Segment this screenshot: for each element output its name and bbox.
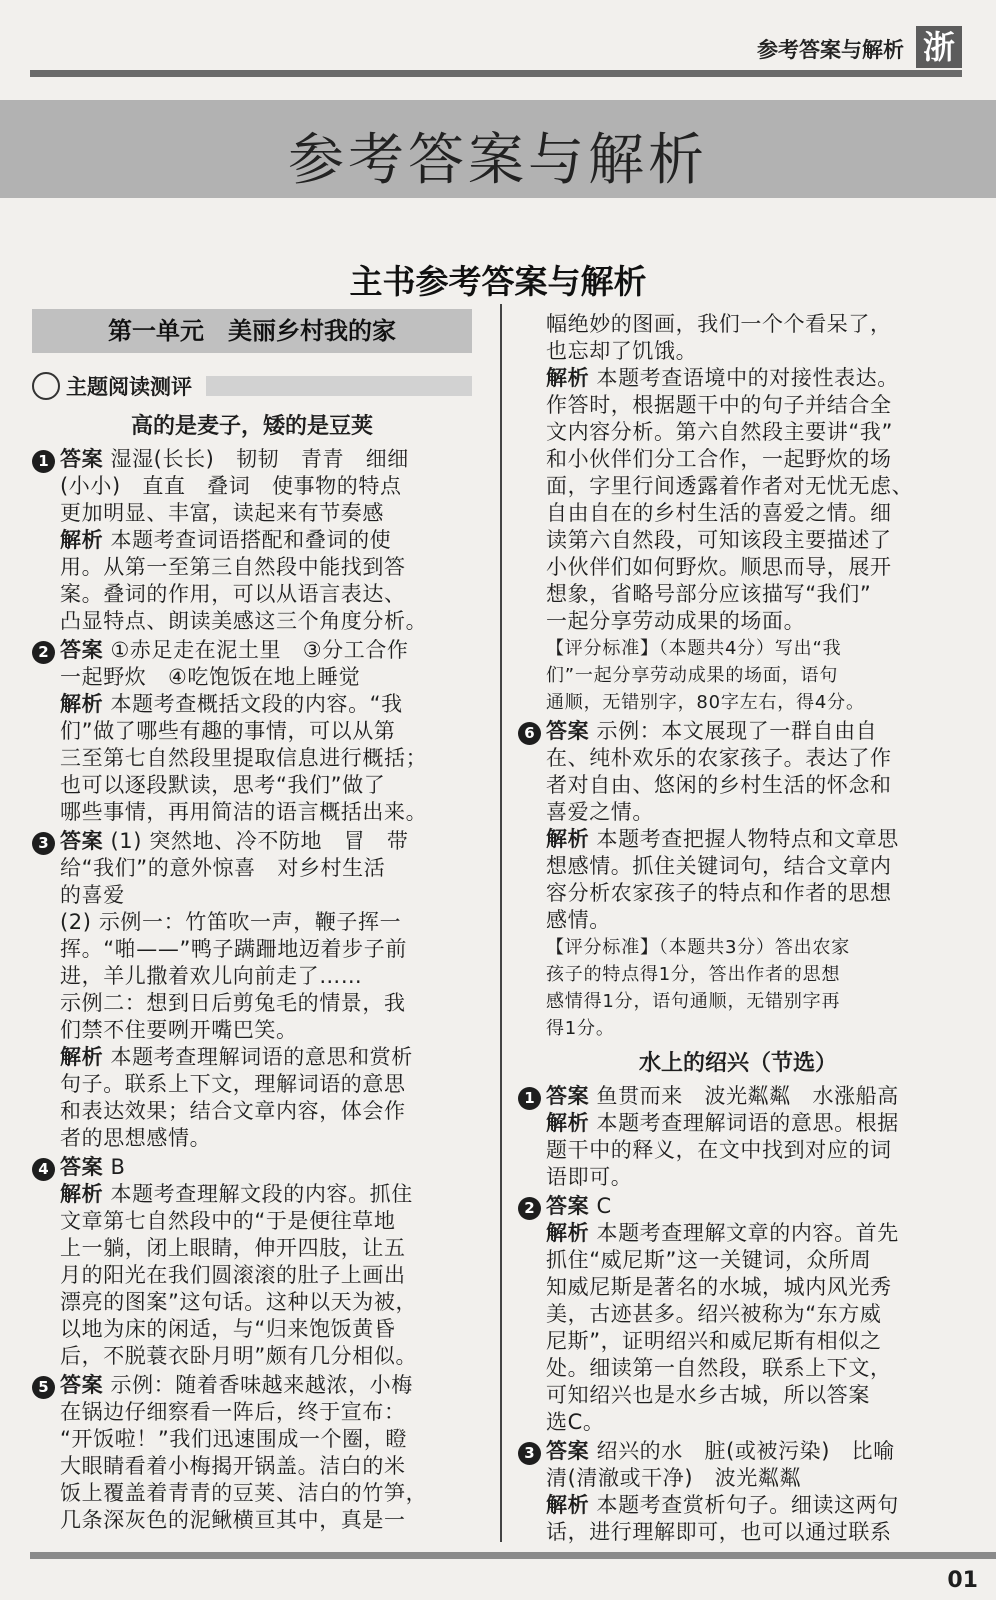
answer-line: “开饭啦！”我们迅速围成一个圈，瞪 [60, 1427, 407, 1451]
scoring-line: 【评分标准】（本题共3分）答出农家 [546, 937, 851, 958]
analysis-line: 三至第七自然段里提取信息进行概括； [60, 746, 428, 770]
section-label: 主题阅读测评 [66, 375, 192, 399]
answer-line: 大眼睛看着小梅揭开锅盖。洁白的米 [60, 1454, 406, 1478]
article2-question-3 [518, 1438, 958, 1546]
analysis-line: 题干中的释义，在文中找到对应的词 [546, 1138, 892, 1162]
analysis-line: 后，不脱蓑衣卧月明”颇有几分相似。 [60, 1344, 418, 1368]
question-2 [32, 637, 472, 826]
analysis-line: 想感情。抓住关键词句，结合文章内 [546, 854, 892, 878]
question-number: 3 [518, 1442, 541, 1465]
scoring-line: 通顺，无错别字，80字左右，得4分。 [546, 692, 865, 713]
analysis-label: 解析 [60, 528, 104, 552]
question-number: 1 [518, 1087, 541, 1110]
answer-line: 一起野炊 ④吃饱饭在地上睡觉 [60, 665, 361, 689]
analysis-line: 也可以逐段默读，思考“我们”做了 [60, 773, 386, 797]
analysis-line: 解析 本题考查理解文段的内容。抓住 [60, 1182, 413, 1206]
answer-line: 答案 B [60, 1155, 126, 1179]
answer-label: 答案 [546, 1439, 590, 1463]
answer-line: 答案 绍兴的水 脏(或被污染) 比喻 [546, 1439, 895, 1463]
answer-label: 答案 [60, 1373, 104, 1397]
question-number: 2 [32, 641, 55, 664]
analysis-label: 解析 [60, 1045, 104, 1069]
analysis-line: 解析 本题考查语境中的对接性表达。 [546, 366, 899, 390]
question-5-continued [518, 311, 958, 716]
section-header [32, 367, 472, 405]
analysis-label: 解析 [60, 692, 104, 716]
banner-title: 参考答案与解析 [288, 128, 708, 193]
analysis-line: 解析 本题考查概括文段的内容。“我 [60, 692, 403, 716]
unit-title: 第一单元 美丽乡村我的家 [32, 309, 472, 353]
answer-line: (小小) 直直 叠词 使事物的特点 [60, 474, 402, 498]
analysis-label: 解析 [546, 1111, 590, 1135]
answer-line: 答案 ①赤足走在泥土里 ③分工合作 [60, 638, 409, 662]
question-number: 6 [518, 722, 541, 745]
analysis-line: 哪些事情，再用简洁的语言概括出来。 [60, 800, 428, 824]
analysis-label: 解析 [546, 1493, 590, 1517]
analysis-line: 一起分享劳动成果的场面。 [546, 609, 806, 633]
analysis-line: 话，进行理解即可，也可以通过联系 [546, 1520, 892, 1544]
analysis-label: 解析 [546, 827, 590, 851]
analysis-line: 想象，省略号部分应该描写“我们” [546, 582, 872, 606]
footer-rule [30, 1552, 996, 1559]
question-number: 4 [32, 1158, 55, 1181]
answer-line: 更加明显、丰富，读起来有节奏感 [60, 501, 384, 525]
header-rule [30, 70, 962, 77]
answer-label: 答案 [60, 638, 104, 662]
main-title: 主书参考答案与解析 [349, 262, 647, 301]
analysis-line: 以地为床的闲适，与“归来饱饭黄昏 [60, 1317, 396, 1341]
right-column [518, 309, 958, 1546]
analysis-line: 小伙伴们如何野炊。顺思而导，展开 [546, 555, 892, 579]
answer-line: 示例二：想到日后剪兔毛的情景，我 [60, 991, 406, 1015]
analysis-line: 文章第七自然段中的“于是便往草地 [60, 1209, 396, 1233]
answer-line: 几条深灰色的泥鳅横亘其中，真是一 [60, 1508, 406, 1532]
reading-icon [32, 372, 60, 400]
question-number: 1 [32, 450, 55, 473]
answer-label: 答案 [546, 1084, 590, 1108]
analysis-line: 感情。 [546, 908, 611, 932]
answer-line: 的喜爱 [60, 883, 125, 907]
answer-line: 给“我们”的意外惊喜 对乡村生活 [60, 856, 386, 880]
answer-line: 在、纯朴欢乐的农家孩子。表达了作 [546, 746, 892, 770]
scoring-line: 【评分标准】（本题共4分）写出“我 [546, 638, 842, 659]
left-column [32, 309, 472, 1534]
question-number: 5 [32, 1376, 55, 1399]
analysis-line: 凸显特点、朗读美感这三个角度分析。 [60, 609, 428, 633]
analysis-line: 面，字里行间透露着作者对无忧无虑、 [546, 474, 914, 498]
answer-line: (2) 示例一：竹笛吹一声，鞭子挥一 [60, 910, 402, 934]
analysis-line: 作答时，根据题干中的句子并结合全 [546, 393, 892, 417]
analysis-line: 解析 本题考查理解词语的意思和赏析 [60, 1045, 413, 1069]
answer-line: 在锅边仔细察看一阵后，终于宣布： [60, 1400, 406, 1424]
question-number: 3 [32, 832, 55, 855]
question-number: 2 [518, 1197, 541, 1220]
analysis-label: 解析 [546, 1221, 590, 1245]
analysis-line: 用。从第一至第三自然段中能找到答 [60, 555, 406, 579]
answer-line: 答案 示例：随着香味越来越浓，小梅 [60, 1373, 413, 1397]
page-number: 01 [947, 1568, 978, 1593]
analysis-line: 抓住“威尼斯”这一关键词，众所周 [546, 1248, 872, 1272]
answer-label: 答案 [546, 1194, 590, 1218]
answer-line: 饭上覆盖着青青的豆荚、洁白的竹笋， [60, 1481, 428, 1505]
analysis-line: 者的思想感情。 [60, 1126, 212, 1150]
column-divider [500, 304, 502, 1542]
answer-line: 挥。“啪——”鸭子蹒跚地迈着步子前 [60, 937, 407, 961]
answer-label: 答案 [60, 447, 104, 471]
analysis-line: 月的阳光在我们圆滚滚的肚子上画出 [60, 1263, 406, 1287]
answer-line: 答案 湿湿(长长) 韧韧 青青 细细 [60, 447, 409, 471]
analysis-line: 案。叠词的作用，可以从语言表达、 [60, 582, 406, 606]
scoring-line: 孩子的特点得1分，答出作者的思想 [546, 964, 841, 985]
answer-label: 答案 [60, 829, 104, 853]
section-bar [206, 376, 472, 396]
article-title: 水上的绍兴（节选） [638, 1051, 837, 1076]
analysis-line: 解析 本题考查赏析句子。细读这两句 [546, 1493, 899, 1517]
answer-line: 喜爱之情。 [546, 800, 654, 824]
answer-line: 答案 示例：本文展现了一群自由自 [546, 719, 878, 743]
analysis-label: 解析 [60, 1182, 104, 1206]
scoring-line: 得1分。 [546, 1018, 615, 1039]
article2-question-2 [518, 1193, 958, 1436]
scoring-line: 感情得1分，语句通顺，无错别字再 [546, 991, 841, 1012]
analysis-line: 选C。 [546, 1410, 605, 1434]
analysis-line: 和小伙伴们分工合作，一起野炊的场 [546, 447, 892, 471]
answer-line: 进，羊儿撒着欢儿向前走了…… [60, 964, 363, 988]
question-6 [518, 718, 958, 1042]
analysis-line: 处。细读第一自然段，联系上下文， [546, 1356, 892, 1380]
answer-line: 答案 鱼贯而来 波光粼粼 水涨船高 [546, 1084, 899, 1108]
answer-line: 答案 (1) 突然地、冷不防地 冒 带 [60, 829, 409, 853]
analysis-line: 自由自在的乡村生活的喜爱之情。细 [546, 501, 892, 525]
answer-line: 清(清澈或干净) 波光粼粼 [546, 1466, 802, 1490]
analysis-line: 和表达效果；结合文章内容，体会作 [60, 1099, 406, 1123]
question-4 [32, 1154, 472, 1370]
answer-label: 答案 [60, 1155, 104, 1179]
analysis-line: 解析 本题考查词语搭配和叠词的使 [60, 528, 392, 552]
analysis-line: 尼斯”，证明绍兴和威尼斯有相似之 [546, 1329, 882, 1353]
answer-line: 者对自由、悠闲的乡村生活的怀念和 [546, 773, 892, 797]
analysis-line: 读第六自然段，可知该段主要描述了 [546, 528, 892, 552]
analysis-line: 解析 本题考查理解文章的内容。首先 [546, 1221, 899, 1245]
analysis-line: 们”做了哪些有趣的事情，可以从第 [60, 719, 396, 743]
question-1 [32, 446, 472, 635]
analysis-line: 漂亮的图案”这句话。这种以天为被， [60, 1290, 418, 1314]
question-5 [32, 1372, 472, 1534]
article2-question-1 [518, 1083, 958, 1191]
analysis-line: 句子。联系上下文，理解词语的意思 [60, 1072, 406, 1096]
answer-line: 也忘却了饥饿。 [546, 339, 698, 363]
article-title: 高的是麦子，矮的是豆荚 [130, 414, 373, 439]
analysis-line: 解析 本题考查理解词语的意思。根据 [546, 1111, 899, 1135]
answer-line: 们禁不住要咧开嘴巴笑。 [60, 1018, 298, 1042]
analysis-line: 可知绍兴也是水乡古城，所以答案 [546, 1383, 870, 1407]
running-header-title: 参考答案与解析 [757, 38, 904, 62]
province-badge: 浙 [916, 26, 962, 68]
analysis-line: 美，古迹甚多。绍兴被称为“东方威 [546, 1302, 882, 1326]
question-3 [32, 828, 472, 1152]
analysis-line: 上一躺，闭上眼睛，伸开四肢，让五 [60, 1236, 406, 1260]
analysis-line: 解析 本题考查把握人物特点和文章思 [546, 827, 899, 851]
answer-line: 幅绝妙的图画，我们一个个看呆了， [546, 312, 892, 336]
answer-label: 答案 [546, 719, 590, 743]
analysis-label: 解析 [546, 366, 590, 390]
scoring-line: 们”一起分享劳动成果的场面，语句 [546, 665, 839, 686]
answer-line: 答案 C [546, 1194, 612, 1218]
analysis-line: 知威尼斯是著名的水城，城内风光秀 [546, 1275, 892, 1299]
analysis-line: 文内容分析。第六自然段主要讲“我” [546, 420, 893, 444]
analysis-line: 容分析农家孩子的特点和作者的思想 [546, 881, 892, 905]
analysis-line: 语即可。 [546, 1165, 633, 1189]
